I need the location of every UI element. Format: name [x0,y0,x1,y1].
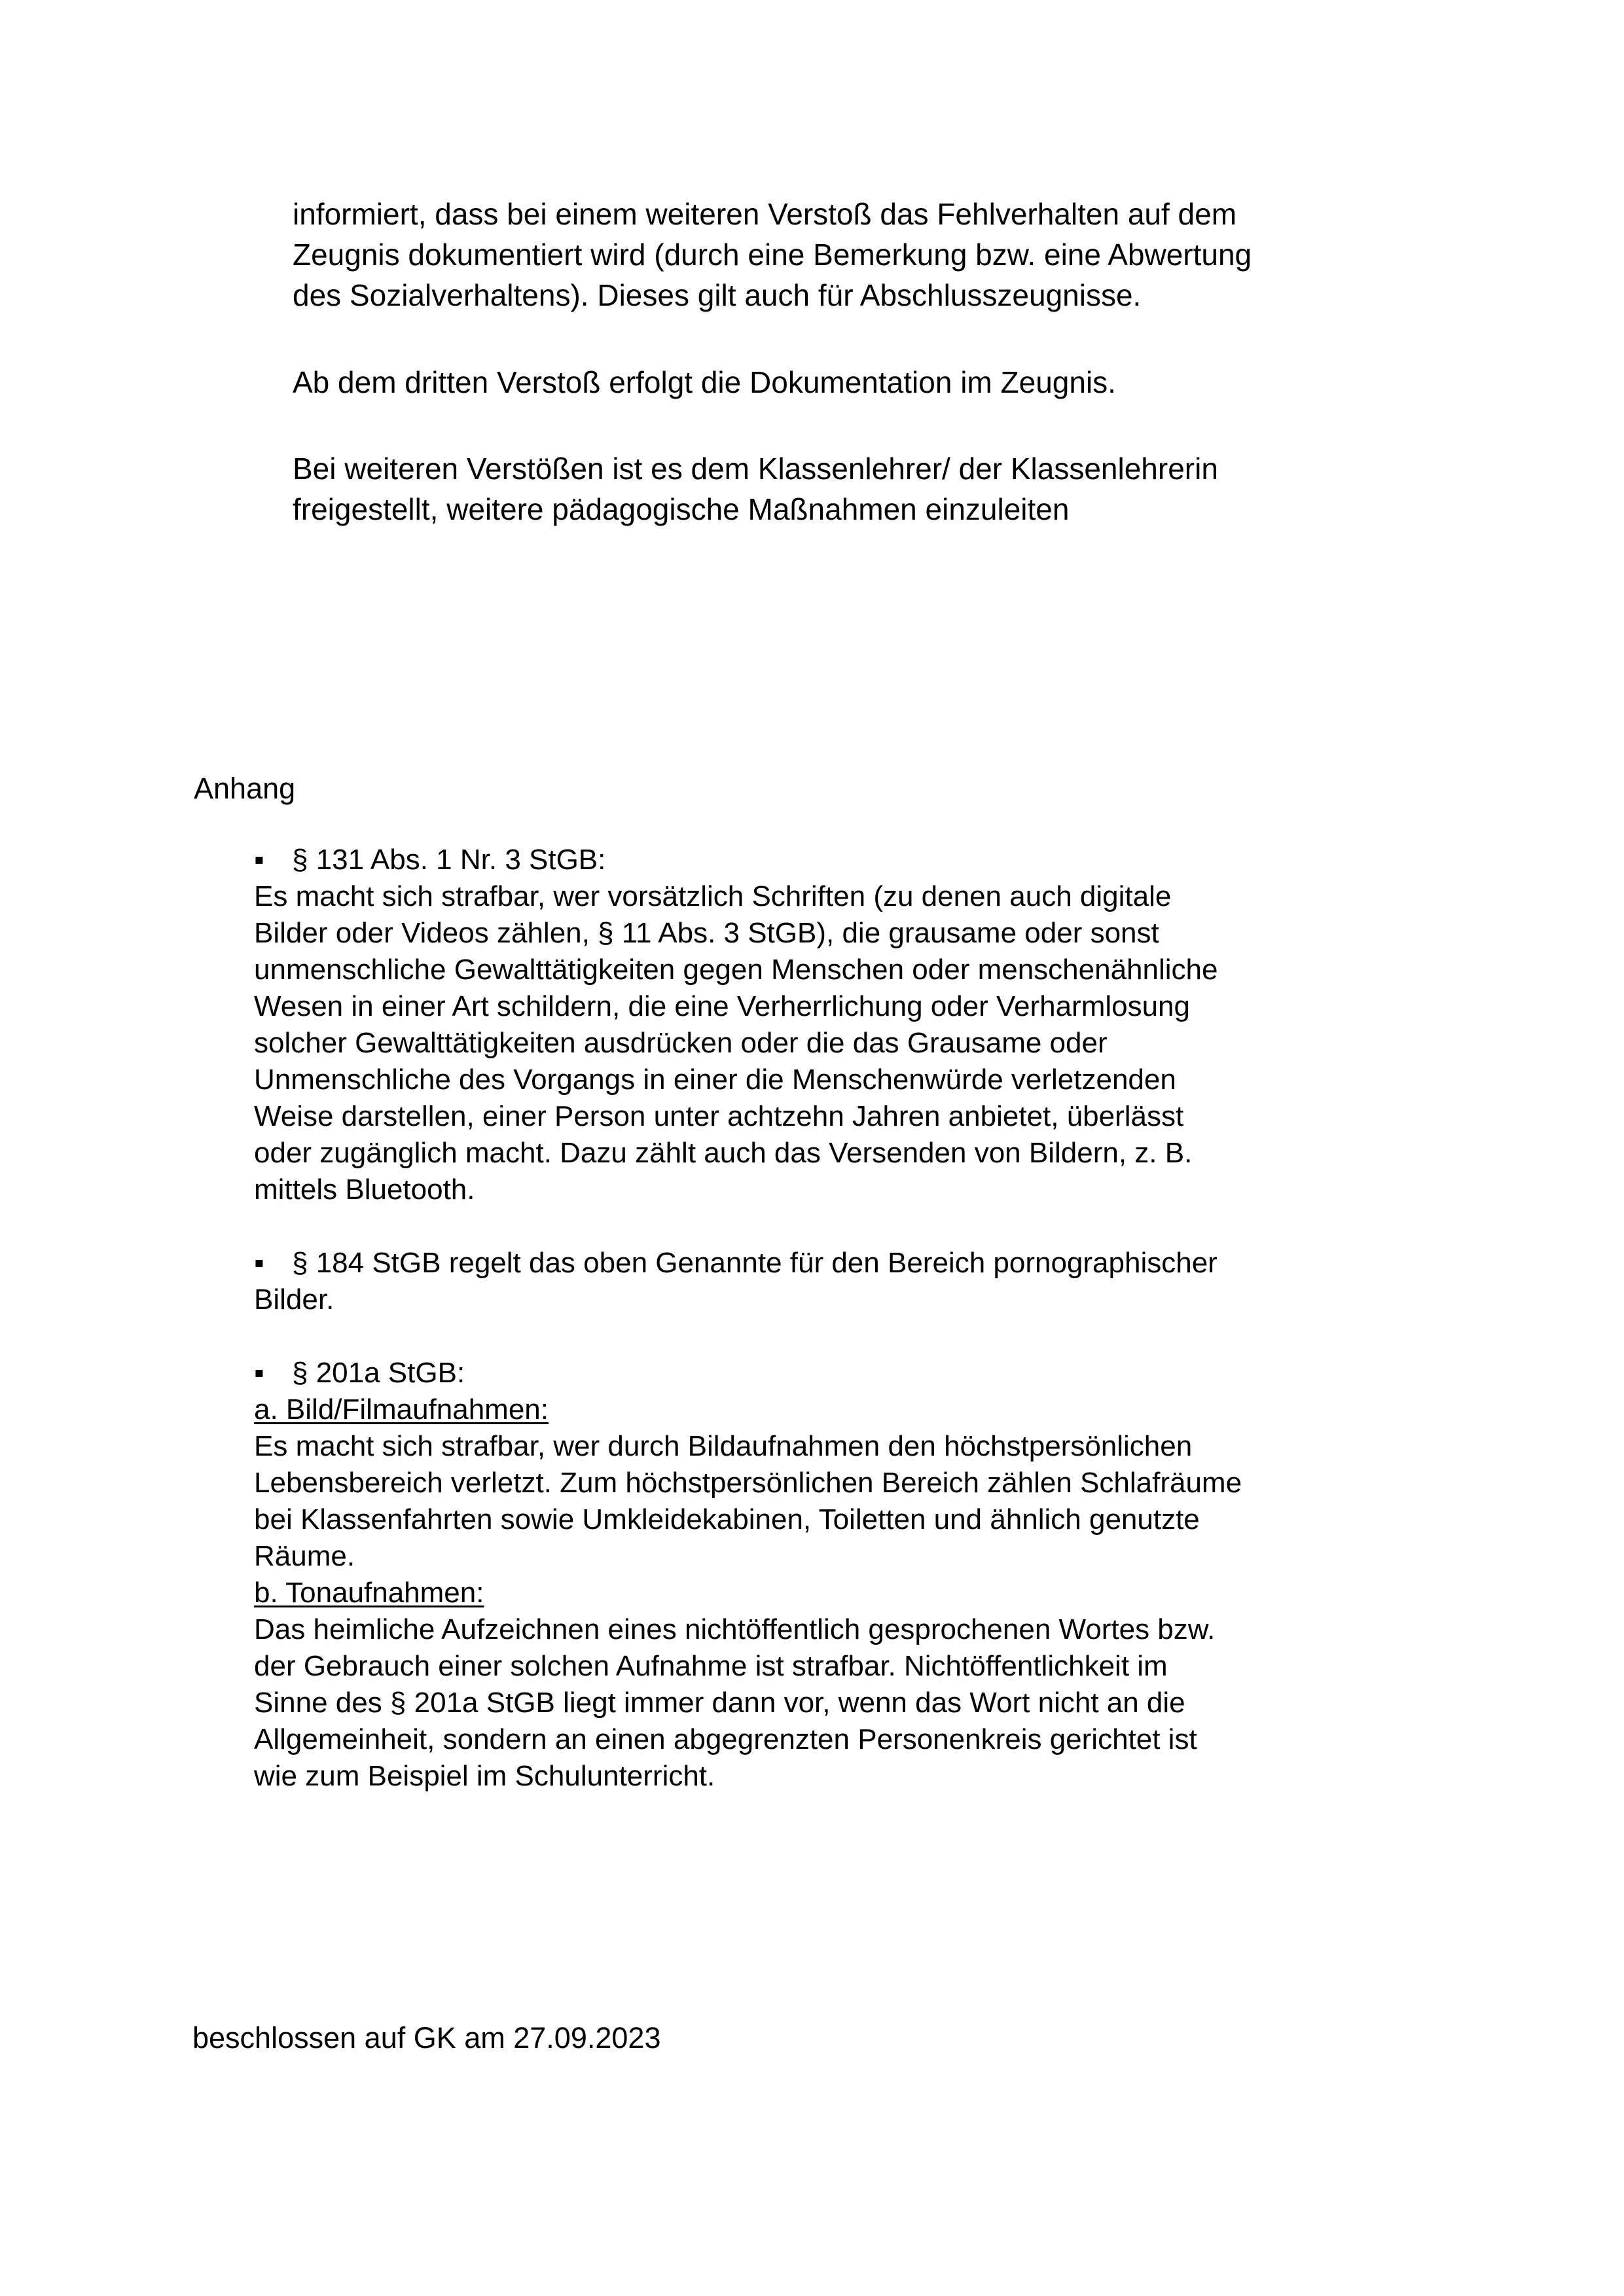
footer-note: beschlossen auf GK am 27.09.2023 [192,2021,661,2054]
text-line: Das heimliche Aufzeichnen eines nichtöffentlich gesprochenen Wortes bzw. [254,1613,1216,1645]
text-line: der Gebrauch einer solchen Aufnahme ist strafbar. Nichtöffentlichkeit im [254,1650,1168,1682]
item-184-text: § 184 StGB regelt das oben Genannte für den Bereich pornographischer [292,1247,1218,1279]
intro-paragraph-3 [293,448,1218,529]
appendix-item-184 [254,1245,1218,1318]
text-line: Zeugnis dokumentiert wird (durch eine Bemerkung bzw. eine Abwertung [293,238,1252,272]
square-bullet-icon: ▪ [254,844,264,876]
sub-heading-b: b. Tonaufnahmen: [254,1577,484,1609]
item-131-title: § 131 Abs. 1 Nr. 3 StGB: [292,844,606,876]
text-line: oder zugänglich macht. Dazu zählt auch das Versenden von Bildern, z. B. [254,1137,1193,1169]
text-line: freigestellt, weitere pädagogische Maßnahmen einzuleiten [293,492,1070,526]
item-201a-title: § 201a StGB: [292,1357,465,1389]
text-line: wie zum Beispiel im Schulunterricht. [254,1760,715,1792]
text-line: Allgemeinheit, sondern an einen abgegrenzten Personenkreis gerichtet ist [254,1723,1197,1755]
text-line: solcher Gewalttätigkeiten ausdrücken oder die das Grausame oder [254,1027,1108,1059]
appendix-item-131 [254,842,1218,1208]
text-line: Bilder. [254,1283,334,1316]
text-line: Bilder oder Videos zählen, § 11 Abs. 3 StGB), die grausame oder sonst [254,917,1159,949]
text-line: Weise darstellen, einer Person unter achtzehn Jahren anbietet, überlässt [254,1100,1184,1132]
square-bullet-icon: ▪ [254,1357,264,1389]
text-line: Wesen in einer Art schildern, die eine Verherrlichung oder Verharmlosung [254,990,1190,1022]
text-line: Ab dem dritten Verstoß erfolgt die Dokumentation im Zeugnis. [293,365,1116,399]
text-line: bei Klassenfahrten sowie Umkleidekabinen, Toiletten und ähnlich genutzte [254,1503,1200,1535]
text-line: mittels Bluetooth. [254,1174,475,1206]
intro-paragraph-1 [293,194,1252,315]
text-line: informiert, dass bei einem weiteren Verstoß das Fehlverhalten auf dem [293,197,1237,231]
appendix-item-201a [254,1355,1242,1795]
square-bullet-icon: ▪ [254,1247,264,1279]
text-line: Unmenschliche des Vorgangs in einer die Menschenwürde verletzenden [254,1064,1176,1096]
text-line: Räume. [254,1540,355,1572]
text-line: unmenschliche Gewalttätigkeiten gegen Menschen oder menschenähnliche [254,954,1218,986]
list-item-title [254,1245,1218,1282]
list-item-title [254,1355,1242,1391]
text-line: Es macht sich strafbar, wer vorsätzlich Schriften (zu denen auch digitale [254,880,1172,912]
text-line: Es macht sich strafbar, wer durch Bildaufnahmen den höchstpersönlichen [254,1430,1193,1462]
list-item-title [254,842,1218,878]
text-line: Bei weiteren Verstößen ist es dem Klassenlehrer/ der Klassenlehrerin [293,452,1218,486]
text-line: Sinne des § 201a StGB liegt immer dann vor, wenn das Wort nicht an die [254,1687,1185,1719]
sub-heading-a: a. Bild/Filmaufnahmen: [254,1393,549,1426]
text-line: des Sozialverhaltens). Dieses gilt auch für Abschlusszeugnisse. [293,278,1142,312]
appendix-heading: Anhang [194,772,296,805]
text-line: Lebensbereich verletzt. Zum höchstpersönlichen Bereich zählen Schlafräume [254,1467,1242,1499]
intro-paragraph-2 [293,362,1116,403]
